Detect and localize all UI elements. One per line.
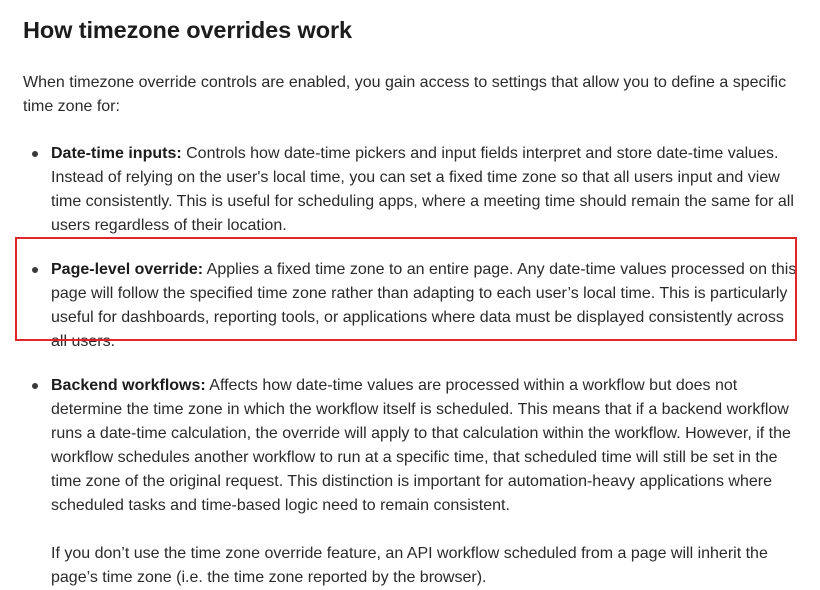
list-item-text: Controls how date-time pickers and input fields interpret and store date-time values. Instead of relying on the user's local time, you can set a fixed time zone so that all users input and view time consistently. This is useful for scheduling apps, where a meeting time should remain the same for all users regardless of their location. xyxy=(51,145,794,234)
list-item-text: Affects how date-time values are processed within a workflow but does not determine the time zone in which the workflow itself is scheduled. This means that if a backend workflow runs a date-time calculation, the override will apply to that calculation within the workflow. However, if the workflow schedules another workflow to run at a specific time, that scheduled time will still be set in the time zone of the original request. This distinction is important for automation-heavy applications where scheduled tasks and time-based logic need to remain consistent. xyxy=(51,377,791,514)
list-item-label: Date-time inputs: xyxy=(51,145,182,162)
intro-paragraph: When timezone override controls are enabled, you gain access to settings that allow you to define a specific time zone for: xyxy=(23,74,787,115)
list-item-text: Applies a fixed time zone to an entire page. Any date-time values processed on this page will follow the specified time zone rather than adapting to each user’s local time. This is particularly useful for dashboards, reporting tools, or applications where data must be displayed consistently across all users. xyxy=(51,261,797,350)
bullet-dot-icon xyxy=(32,383,38,389)
section-heading: How timezone overrides work xyxy=(23,17,352,43)
list-item-page-level-override xyxy=(23,258,798,354)
bullet-dot-icon xyxy=(32,267,38,273)
list-item-date-time-inputs xyxy=(23,142,798,238)
list-item-label: Page-level override: xyxy=(51,261,204,278)
bullet-dot-icon xyxy=(32,151,38,157)
feature-list xyxy=(23,142,798,590)
list-item-followup-paragraph: If you don’t use the time zone override feature, an API workflow scheduled from a page will inherit the page’s time zone (i.e. the time zone reported by the browser). xyxy=(51,545,768,586)
list-item-backend-workflows xyxy=(23,374,798,590)
list-item-label: Backend workflows: xyxy=(51,377,206,394)
